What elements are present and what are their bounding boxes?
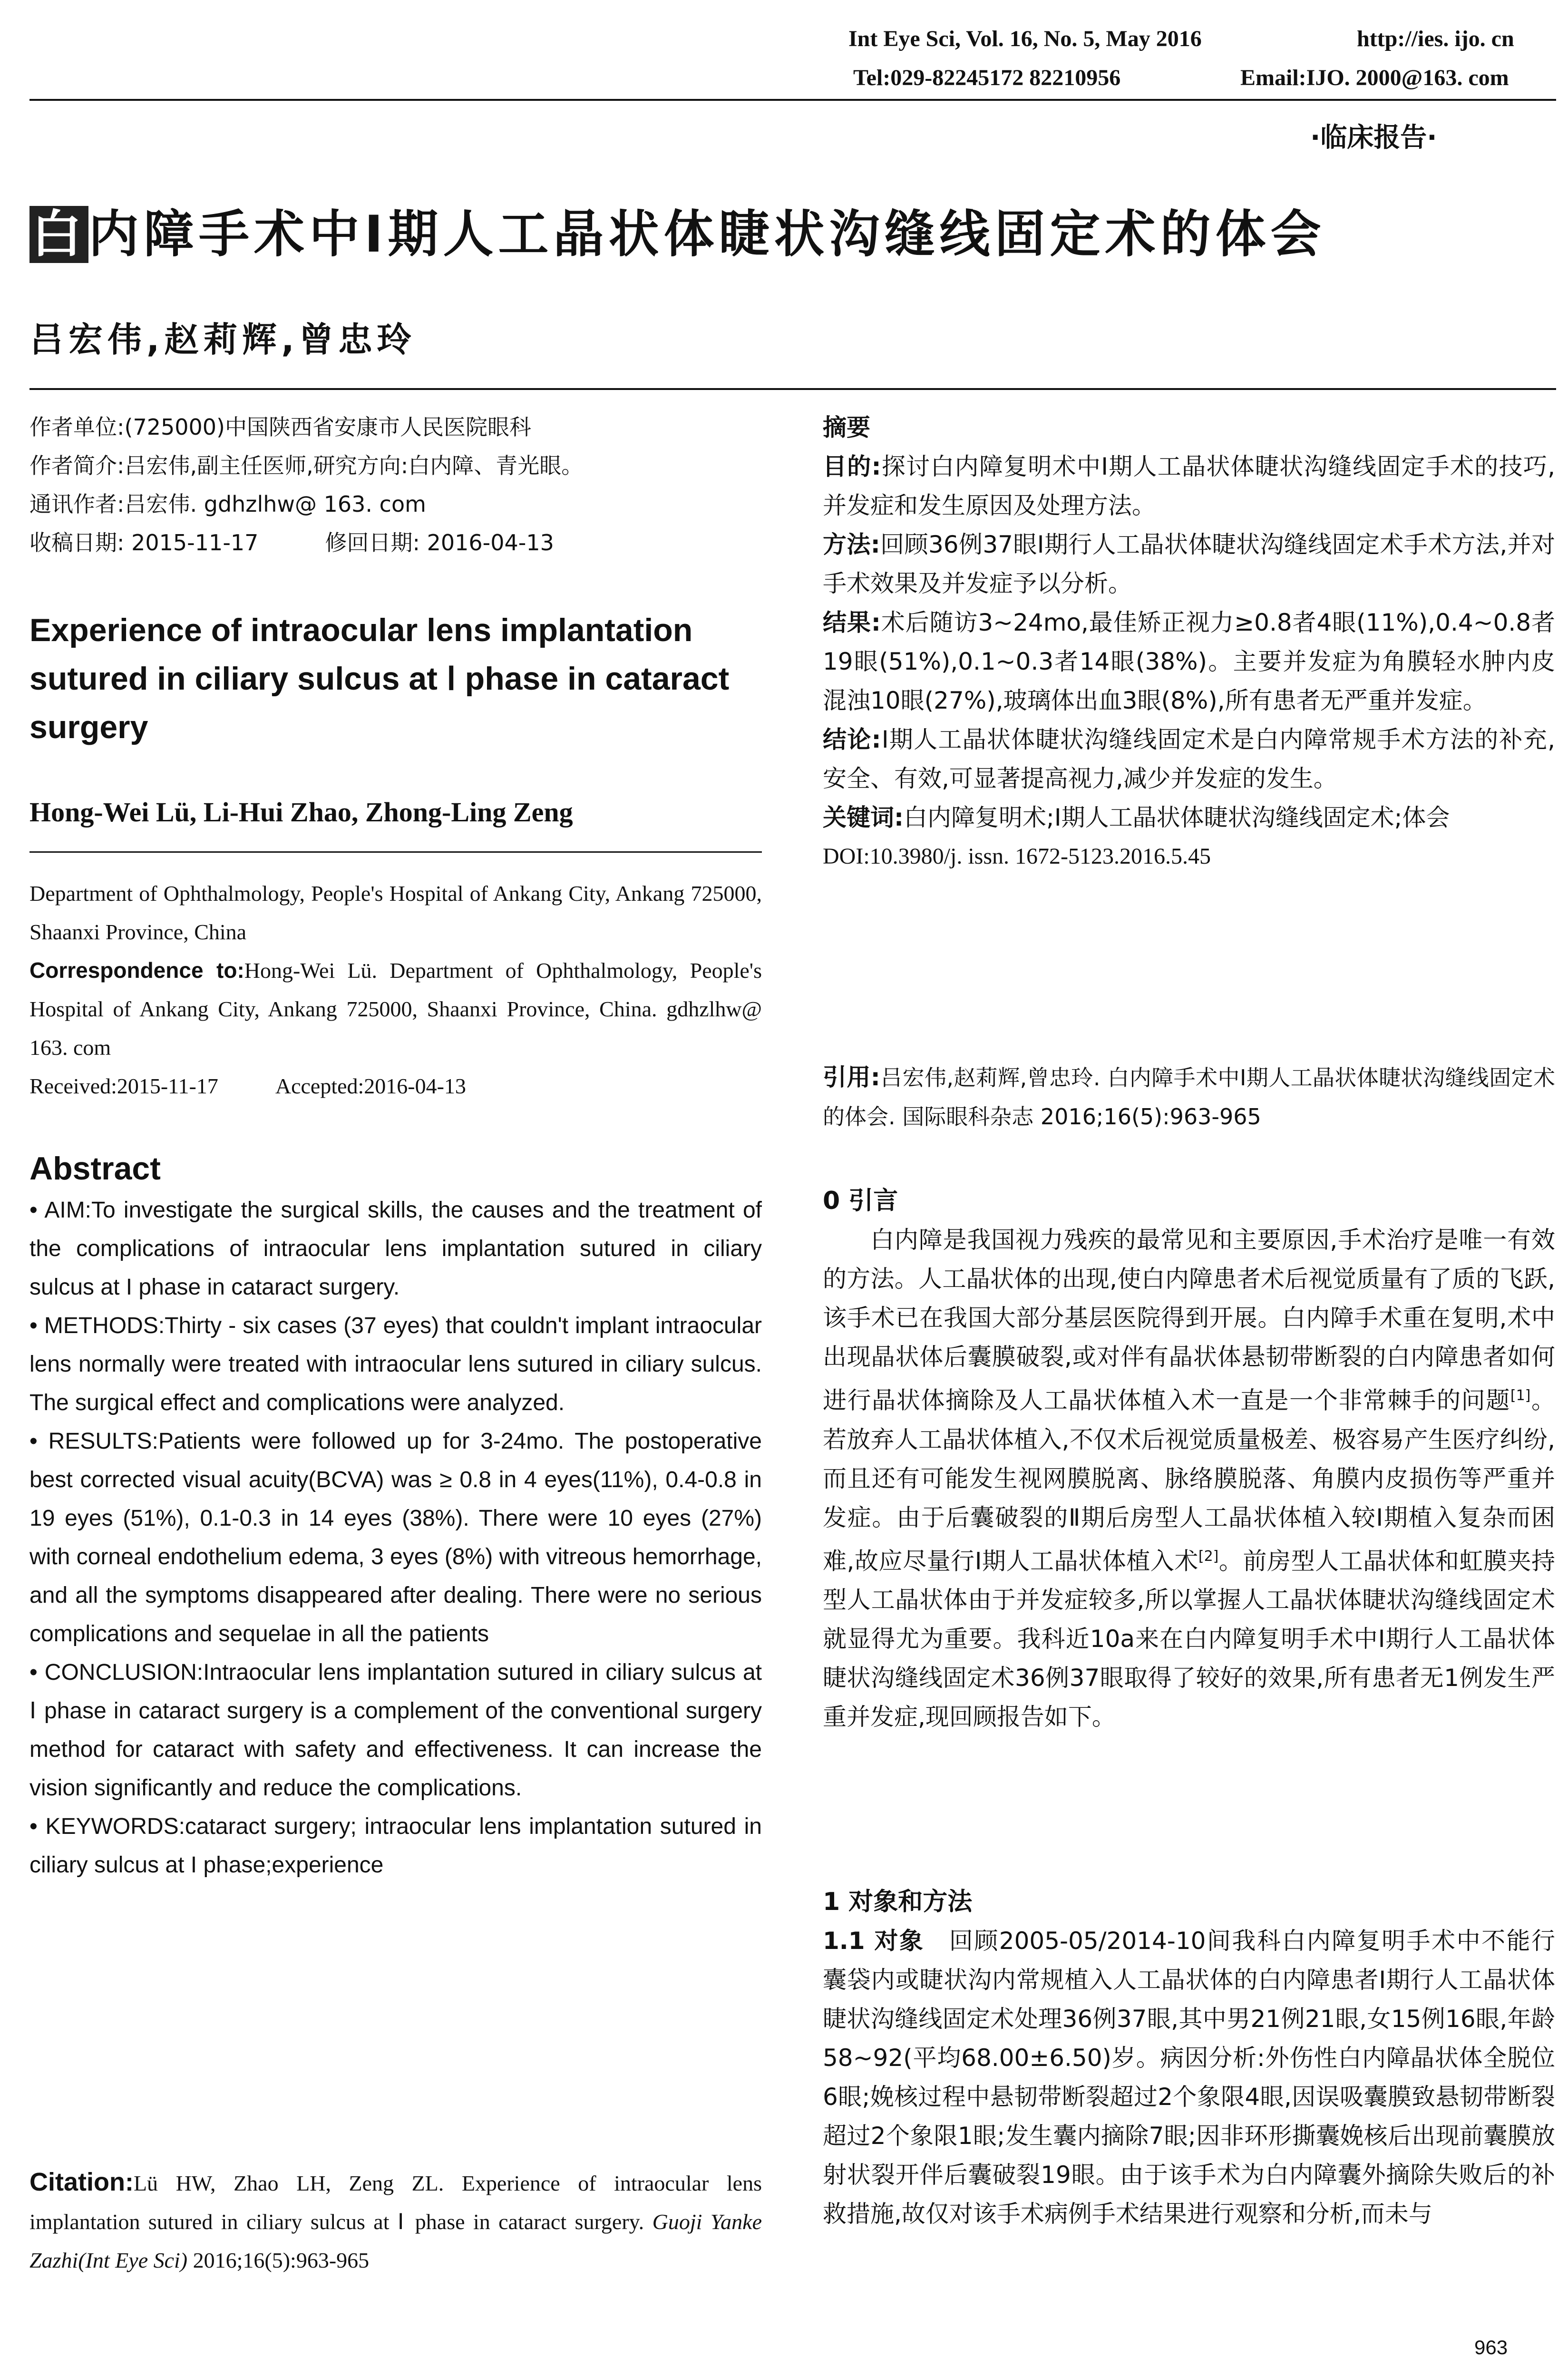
abstract-aim xyxy=(29,1191,762,1306)
article-title xyxy=(29,199,1325,270)
accepted-date-en: Accepted:2016-04-13 xyxy=(275,1074,466,1098)
intro-text-2: 。若放弃人工晶状体植入,不仅术后视觉质量极差、极容易产生医疗纠纷,而且还有可能发生视网膜脱离、脉络膜脱落、角膜内皮损伤等严重并发症。由于后囊破裂的Ⅱ期后房型人工晶状体植入较Ⅰ期植入复杂而困难,故应尽量行Ⅰ期人工晶状体植入术 xyxy=(823,1386,1556,1575)
date-line xyxy=(29,524,762,562)
subjects-text: 回顾2005-05/2014-10间我科白内障复明手术中不能行囊袋内或睫状沟内常规植入人工晶状体的白内障患者Ⅰ期行人工晶状体睫状沟缝线固定术处理36例37眼,其中男21例21眼,女15例16眼,年龄58~92(平均68.00±6.50)岁。病因分析:外伤性白内障晶状体全脱位6眼;娩核过程中悬韧带断裂超过2个象限4眼,因误吸囊膜致悬韧带断裂超过2个象限1眼;发生囊内摘除7眼;因非环形撕囊娩核后出现前囊膜放射状裂开伴后囊破裂19眼。由于该手术为白内障囊外摘除失败后的补救措施,故仅对该手术病例手术结果进行观察和分析,而未与 xyxy=(823,1927,1555,2228)
correspondence-label: Correspondence to: xyxy=(29,958,244,983)
cn-methods-text: 回顾36例37眼Ⅰ期行人工晶状体睫状沟缝线固定术手术方法,并对手术效果及并发症予以分析。 xyxy=(823,531,1555,597)
revised-date-cn: 修回日期: 2016-04-13 xyxy=(325,530,554,555)
intro-heading: 0 引言 xyxy=(823,1187,898,1215)
abstract-keywords xyxy=(29,1807,762,1884)
cn-conclusion xyxy=(823,720,1555,798)
english-citation xyxy=(29,2163,762,2280)
english-abstract xyxy=(29,1191,762,1884)
cn-results-label: 结果: xyxy=(823,609,881,636)
english-title: Experience of intraocular lens implantation sutured in ciliary sulcus at Ⅰ phase in cataract surgery xyxy=(29,612,730,745)
cn-methods-label: 方法: xyxy=(823,531,880,558)
header-rule xyxy=(29,99,1556,101)
received-date-en: Received:2015-11-17 xyxy=(29,1074,218,1098)
cn-results-text: 术后随访3~24mo,最佳矫正视力≥0.8者4眼(11%),0.4~0.8者19眼(51%),0.1~0.3者14眼(38%)。主要并发症为角膜轻水肿内皮混浊10眼(27%),玻璃体出血3眼(8%),所有患者无严重并发症。 xyxy=(823,609,1555,714)
aim-label: • AIM: xyxy=(29,1198,92,1223)
cn-keywords-label: 关键词: xyxy=(823,804,904,831)
cn-keywords xyxy=(823,798,1555,837)
abstract-conclusion xyxy=(29,1653,762,1807)
en-dates xyxy=(29,1067,762,1105)
methods-label: • METHODS: xyxy=(29,1313,165,1338)
citation-tail: 2016;16(5):963-965 xyxy=(193,2248,370,2272)
intro-text-3: 。前房型人工晶状体和虹膜夹持型人工晶状体由于并发症较多,所以掌握人工晶状体睫状沟缝线固定术就显得尤为重要。我科近10a来在白内障复明手术中Ⅰ期行人工晶状体睫状沟缝线固定术36例37眼取得了较好的效果,所有患者无1例发生严重并发症,现回顾报告如下。 xyxy=(823,1547,1556,1731)
cn-aim-text: 探讨白内障复明术中Ⅰ期人工晶状体睫状沟缝线固定手术的技巧,并发症和发生原因及处理方法。 xyxy=(823,453,1556,519)
chinese-citation xyxy=(823,1058,1555,1136)
page-number: 963 xyxy=(1474,2336,1508,2358)
doi: DOI:10.3980/j. issn. 1672-5123.2016.5.45 xyxy=(823,844,1211,869)
journal-tel: Tel:029-82245172 82210956 xyxy=(853,65,1121,90)
cn-methods xyxy=(823,525,1555,603)
aim-text: To investigate the surgical skills, the causes and the treatment of the complications of intraocular lens implantation sutured in ciliary sulcus at I phase in cataract surgery. xyxy=(29,1198,762,1300)
cn-citation-text: 吕宏伟,赵莉辉,曾忠玲. 白内障手术中Ⅰ期人工晶状体睫状沟缝线固定术的体会. 国际眼科杂志 2016;16(5):963-965 xyxy=(823,1065,1555,1130)
citation-text: Lü HW, Zhao LH, Zeng ZL. Experience of intraocular lens implantation sutured in ciliary sulcus at Ⅰ phase in cataract surgery. xyxy=(29,2171,762,2234)
citation-label: Citation: xyxy=(29,2168,134,2196)
intro-paragraph xyxy=(823,1220,1555,1736)
cn-abstract-heading: 摘要 xyxy=(823,414,870,441)
cn-aim-label: 目的: xyxy=(823,453,881,480)
english-affiliation-block xyxy=(29,874,762,1105)
conclusion-text: Intraocular lens implantation sutured in ciliary sulcus at Ⅰ phase in cataract surgery is a complement of the conventional surgery method for cataract with safety and effectiveness. It can increase the vision significantly and reduce the complications. xyxy=(29,1660,762,1801)
subjects-paragraph xyxy=(823,1921,1555,2233)
cn-results xyxy=(823,603,1555,720)
ref-1: [1] xyxy=(1510,1387,1531,1404)
abstract-results xyxy=(29,1422,762,1653)
keywords-label: • KEYWORDS: xyxy=(29,1814,185,1839)
author-unit: 作者单位:(725000)中国陕西省安康市人民医院眼科 xyxy=(29,414,531,440)
authors-cn: 吕宏伟,赵莉辉,曾忠玲 xyxy=(29,320,416,360)
title-text: 内障手术中Ⅰ期人工晶状体睫状沟缝线固定术的体会 xyxy=(88,205,1326,263)
chinese-abstract xyxy=(823,408,1555,876)
title-initial-block: 白 xyxy=(29,206,88,263)
english-authors: Hong-Wei Lü, Li-Hui Zhao, Zhong-Ling Zeng xyxy=(29,797,573,828)
methods-text: Thirty - six cases (37 eyes) that couldn't implant intraocular lens normally were treated with intraocular lens sutured in ciliary sulcus. The surgical effect and complications were analyzed. xyxy=(29,1313,762,1415)
methods-heading: 1 对象和方法 xyxy=(823,1888,973,1916)
subjects-label: 1.1 对象 xyxy=(823,1927,925,1955)
affiliation: Department of Ophthalmology, People's Hospital of Ankang City, Ankang 725000, Shaanxi Province, China xyxy=(29,881,762,944)
corresponding-author: 通讯作者:吕宏伟. gdhzlhw@ 163. com xyxy=(29,491,426,517)
journal-email: Email:IJO. 2000@163. com xyxy=(1240,65,1509,90)
cn-conclusion-text: Ⅰ期人工晶状体睫状沟缝线固定术是白内障常规手术方法的补充,安全、有效,可显著提高视力,减少并发症的发生。 xyxy=(823,726,1556,792)
abstract-heading: Abstract xyxy=(29,1150,161,1187)
results-label: • RESULTS: xyxy=(29,1429,158,1454)
title-rule xyxy=(29,388,1556,390)
abstract-methods xyxy=(29,1306,762,1422)
intro-text-1: 白内障是我国视力残疾的最常见和主要原因,手术治疗是唯一有效的方法。人工晶状体的出现,使白内障患者术后视觉质量有了质的飞跃,该手术已在我国大部分基层医院得到开展。白内障手术重在复明,术中出现晶状体后囊膜破裂,或对伴有晶状体悬韧带断裂的白内障患者如何进行晶状体摘除及人工晶状体植入术一直是一个非常棘手的问题 xyxy=(823,1226,1555,1414)
cn-meta-block xyxy=(29,408,762,562)
correspondence-text: Hong-Wei Lü. Department of Ophthalmology, People's Hospital of Ankang City, Ankang 725000, Shaanxi Province, China. gdhzlhw@ 163. com xyxy=(29,958,762,1060)
conclusion-label: • CONCLUSION: xyxy=(29,1660,204,1685)
cn-citation-label: 引用: xyxy=(823,1063,880,1091)
ref-2: [2] xyxy=(1198,1548,1219,1565)
received-date-cn: 收稿日期: 2015-11-17 xyxy=(29,530,259,555)
correspondence xyxy=(29,951,762,1067)
citation-journal: Guoji Yanke Zazhi(Int Eye Sci) xyxy=(29,2210,762,2272)
journal-url: http://ies. ijo. cn xyxy=(1357,26,1514,51)
keywords-text: cataract surgery; intraocular lens implantation sutured in ciliary sulcus at I phase;experience xyxy=(29,1814,762,1878)
cn-keywords-text: 白内障复明术;Ⅰ期人工晶状体睫状沟缝线固定术;体会 xyxy=(904,804,1450,831)
cn-aim xyxy=(823,447,1555,525)
cn-conclusion-label: 结论: xyxy=(823,726,881,753)
journal-citation-header: Int Eye Sci, Vol. 16, No. 5, May 2016 xyxy=(848,26,1202,51)
author-intro: 作者简介:吕宏伟,副主任医师,研究方向:白内障、青光眼。 xyxy=(29,453,584,478)
authors-rule xyxy=(29,851,762,853)
section-label: ·临床报告· xyxy=(1310,122,1437,153)
results-text: Patients were followed up for 3-24mo. The postoperative best corrected visual acuity(BCVA) was ≥ 0.8 in 4 eyes(11%), 0.4-0.8 in 19 eyes (51%), 0.1-0.3 in 14 eyes (38%). There were 10 eyes (27%) with corneal endothelium edema, 3 eyes (8%) with vitreous hemorrhage, and all the symptoms disappeared after dealing. There were no serious complications and sequelae in all the patients xyxy=(29,1429,762,1646)
